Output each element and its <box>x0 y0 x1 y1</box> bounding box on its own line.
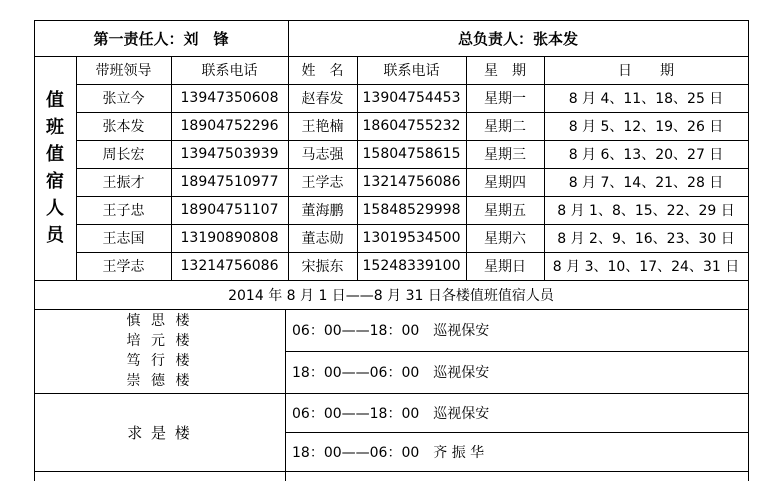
dates-cell: 8 月 4、11、18、25 日 <box>568 91 724 107</box>
weekday-cell: 星期四 <box>484 175 526 191</box>
leader-cell: 王子忠 <box>102 203 145 219</box>
phone-cell: 13214756086 <box>362 174 461 190</box>
leader-cell: 王学志 <box>102 259 145 275</box>
name-cell: 董志勋 <box>301 231 344 247</box>
rule <box>285 309 286 481</box>
leader-cell: 王振才 <box>102 175 145 191</box>
shift-cell: 18：00——06：00 巡视保安 <box>292 365 490 381</box>
side-char: 值 <box>46 90 64 111</box>
leader-phone-cell: 18947510977 <box>180 174 279 190</box>
building-b-name: 求 是 楼 <box>127 423 192 442</box>
side-char: 宿 <box>46 171 64 192</box>
building-group-a <box>34 309 285 393</box>
name-cell: 赵春发 <box>301 91 344 107</box>
phone-cell: 13904754453 <box>362 90 461 106</box>
leader-phone-cell: 13947350608 <box>180 90 279 106</box>
weekday-cell: 星期日 <box>484 259 526 275</box>
weekday-cell: 星期六 <box>484 231 526 247</box>
col-header-leader: 带班领导 <box>95 63 152 79</box>
col-header-dates: 日 期 <box>618 63 674 79</box>
side-label <box>34 84 76 252</box>
col-header-phone: 联系电话 <box>383 63 440 79</box>
dates-cell: 8 月 1、8、15、22、29 日 <box>557 203 735 219</box>
leader-cell: 张立今 <box>102 91 145 107</box>
leader-phone-cell: 13214756086 <box>180 258 279 274</box>
name-cell: 董海鹏 <box>301 203 344 219</box>
name-cell: 王学志 <box>301 175 344 191</box>
dates-cell: 8 月 7、14、21、28 日 <box>568 175 724 191</box>
leader-cell: 张本发 <box>102 119 145 135</box>
phone-cell: 13019534500 <box>362 230 461 246</box>
dates-cell: 8 月 2、9、16、23、30 日 <box>557 231 735 247</box>
name-cell: 马志强 <box>301 147 344 163</box>
dates-cell: 8 月 6、13、20、27 日 <box>568 147 724 163</box>
leader-cell: 周长宏 <box>102 147 145 163</box>
chief-responsible: 总负责人：张本发 <box>457 29 578 48</box>
phone-cell: 18604755232 <box>362 118 461 134</box>
dates-cell: 8 月 5、12、19、26 日 <box>568 119 724 135</box>
col-header-leader-phone: 联系电话 <box>201 63 258 79</box>
building-name: 慎 思 楼 <box>126 313 193 329</box>
col-header-name: 姓 名 <box>301 63 344 79</box>
side-char: 班 <box>46 117 64 138</box>
building-name: 崇 德 楼 <box>126 373 193 389</box>
weekday-cell: 星期一 <box>484 91 526 107</box>
phone-cell: 15804758615 <box>362 146 461 162</box>
shift-cell: 06：00——18：00 巡视保安 <box>292 405 490 422</box>
shift-cell: 06：00——18：00 巡视保安 <box>292 323 490 339</box>
leader-phone-cell: 18904752296 <box>180 118 279 134</box>
side-char: 人 <box>46 198 64 219</box>
weekday-cell: 星期三 <box>484 147 526 163</box>
rule <box>748 20 749 481</box>
side-char: 值 <box>46 144 64 165</box>
side-char: 员 <box>46 225 64 246</box>
name-cell: 宋振东 <box>301 259 344 275</box>
weekday-cell: 星期二 <box>484 119 526 135</box>
leader-phone-cell: 13190890808 <box>180 230 279 246</box>
leader-phone-cell: 13947503939 <box>180 146 279 162</box>
leader-cell: 王志国 <box>102 231 145 247</box>
weekday-cell: 星期五 <box>484 203 526 219</box>
section-title: 2014 年 8 月 1 日——8 月 31 日各楼值班值宿人员 <box>228 287 554 304</box>
phone-cell: 15248339100 <box>362 258 461 274</box>
leader-phone-cell: 18904751107 <box>180 202 279 218</box>
shift-cell: 18：00——06：00 齐 振 华 <box>292 444 485 461</box>
building-name: 笃 行 楼 <box>126 353 193 369</box>
dates-cell: 8 月 3、10、17、24、31 日 <box>552 259 740 275</box>
building-name: 培 元 楼 <box>126 333 193 349</box>
name-cell: 王艳楠 <box>301 119 344 135</box>
phone-cell: 15848529998 <box>362 202 461 218</box>
rule <box>34 471 749 472</box>
col-header-weekday: 星 期 <box>484 63 526 79</box>
first-responsible: 第一责任人：刘 锋 <box>93 29 229 48</box>
